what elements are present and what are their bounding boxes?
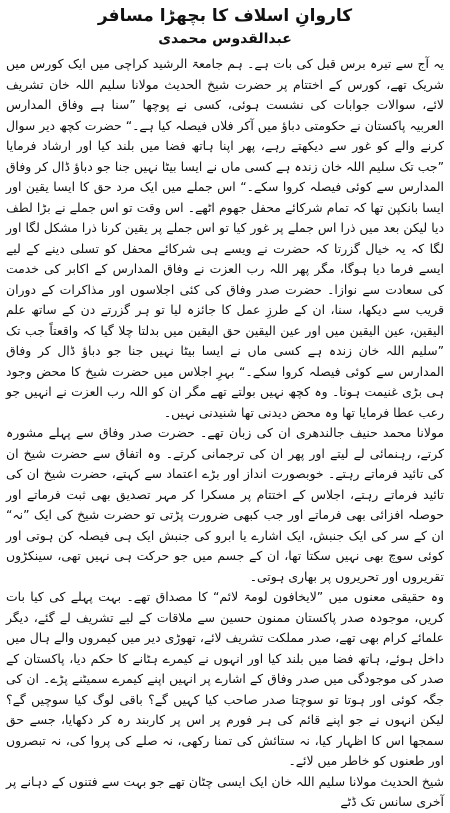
article-title: کاروانِ اسلاف کا بچھڑا مسافر xyxy=(97,6,353,26)
article-paragraph: وہ حقیقی معنوں میں ”لایخافون لومۃ لائم“ کا مصداق تھے۔ بہت پہلے کی کیا بات کریں، موجودہ صدر پاکستان ممنون حسین سے ملاقات کے لیے تشریف لے گئے، دیگر علمائے کرام بھی تھے، صدر مملکت تشریف لائے، تھوڑی دیر میں کیمروں والے ہال میں داخل ہوئے، ہاتھ فضا میں بلند کیا اور انہوں نے کیمرے ہٹانے کا حکم دیا، پاکستان کے صدر کی موجودگی میں صدر وفاق کے اشارے پر انہیں اپنے کیمرے سمیٹنے پڑے۔ ان کی جگہ کوئی اور ہوتا تو سوچتا صدر صاحب کیا کہیں گے؟ باقی لوگ کیا سوچیں گے؟ لیکن انہوں نے جو اپنے قائم کی ہر فورم پر اس پر کاربند رہ کر دکھایا، جسے حق سمجھا اس کا اظہار کیا، نہ ستائش کی تمنا رکھی، نہ صلے کی پروا کی، نہ تبصروں اور طعنوں کو خاطر میں لائے۔ xyxy=(6,589,444,768)
article-author: عبدالقدوس محمدی xyxy=(158,31,292,47)
article-paragraph: مولانا محمد حنیف جالندھری ان کی زبان تھے۔ حضرت صدر وفاق سے پہلے مشورہ کرتے، رہنمائی لے لیتے اور پھر ان کی ترجمانی کرتے۔ وہ اتفاق سے حضرت شیخ ان کی تائید فرماتے رہتے۔ خوبصورت انداز اور بڑے اعتماد سے کہتے، حضرت شیخ ان کی تائید فرماتے رہتے، اجلاس کے اختتام پر مسکرا کر مہر تصدیق بھی ثبت فرماتے اور حوصلہ افزائی بھی فرماتے اور جب کبھی ضرورت پڑتی تو حضرت شیخ کی ایک ”نہ“ ان کے سر کی ایک جنبش، ایک اشارے یا ابرو کی جنبش ایک ہی فیصلہ کن ہوتی اور کوئی سوچ بھی نہیں سکتا تھا، ان کے جسم میں جو حرکت ہی نہیں تھی، سینکڑوں تقریروں اور تحریروں پر بھاری ہوتی۔ xyxy=(6,425,444,584)
article-body xyxy=(6,54,444,813)
article-page xyxy=(6,4,444,809)
article-paragraph: یہ آج سے تیرہ برس قبل کی بات ہے۔ ہم جامعۃ الرشید کراچی میں ایک کورس میں شریک تھے، کورس کے اختتام پر حضرت شیخ الحدیث مولانا سلیم اللہ خان تشریف لائے، سوالات جوابات کی نشست ہوئی، کسی نے پوچھا ”سنا ہے وفاق المدارس العربیہ پاکستان نے حکومتی دباؤ میں آکر فلاں فیصلہ کیا ہے۔“ حضرت کچھ دیر سوال کرنے والے کو غور سے دیکھتے رہے، پھر اپنا ہاتھ فضا میں بلند کیا اور ارشاد فرمایا ”جب تک سلیم اللہ خان زندہ ہے کسی ماں نے ایسا بیٹا نہیں جنا جو دباؤ ڈال کر وفاق المدارس سے کوئی فیصلہ کروا سکے۔“ اس جملے میں ایک مرد حق کا ایسا یقین اور ایسا بانکپن تھا کہ تمام شرکائے محفل جھوم اٹھے۔ اس وقت تو اس جملے نے بڑا لطف دیا لیکن بعد میں ذرا اس جملے پر غور کیا تو اس جملے پر یقین کرنا ذرا مشکل لگا اور لگا کہ یہ خیال گزرتا کہ حضرت نے ویسے ہی شرکائے محفل کو تسلی دینے کے لیے ایسے فرما دیا ہوگا، مگر پھر اللہ رب العزت نے وفاق المدارس کے اکابر کی خدمت کی سعادت سے نوازا۔ حضرت صدر وفاق کی کئی اجلاسوں اور مذاکرات کے دوران قریب سے دیکھا، سنا، ان کے طرزِ عمل کا جائزہ لیا تو ہر گزرتے دن کے ساتھ علم الیقین، عین الیقین میں اور عین الیقین حق الیقین میں بدلتا چلا گیا کہ واقعتاً جب تک ”سلیم اللہ خان زندہ ہے کسی ماں نے ایسا بیٹا نہیں جنا جو دباؤ ڈال کر وفاق المدارس سے کوئی فیصلہ کروا سکے۔“ بہرِ اجلاس میں حضرت شیخ کا محض وجود ہی بڑی غنیمت ہوتا۔ وہ کچھ نہیں بولتے تھے مگر ان کو اللہ رب العزت نے انہیں جو رعب عطا فرمایا تھا وہ محض دیدنی تھا شنیدنی نہیں۔ xyxy=(6,56,444,420)
article-paragraph: شیخ الحدیث مولانا سلیم اللہ خان ایک ایسی چٹان تھے جو بہت سے فتنوں کے دہانے پر آخری سانس تک ڈٹے xyxy=(6,773,444,809)
